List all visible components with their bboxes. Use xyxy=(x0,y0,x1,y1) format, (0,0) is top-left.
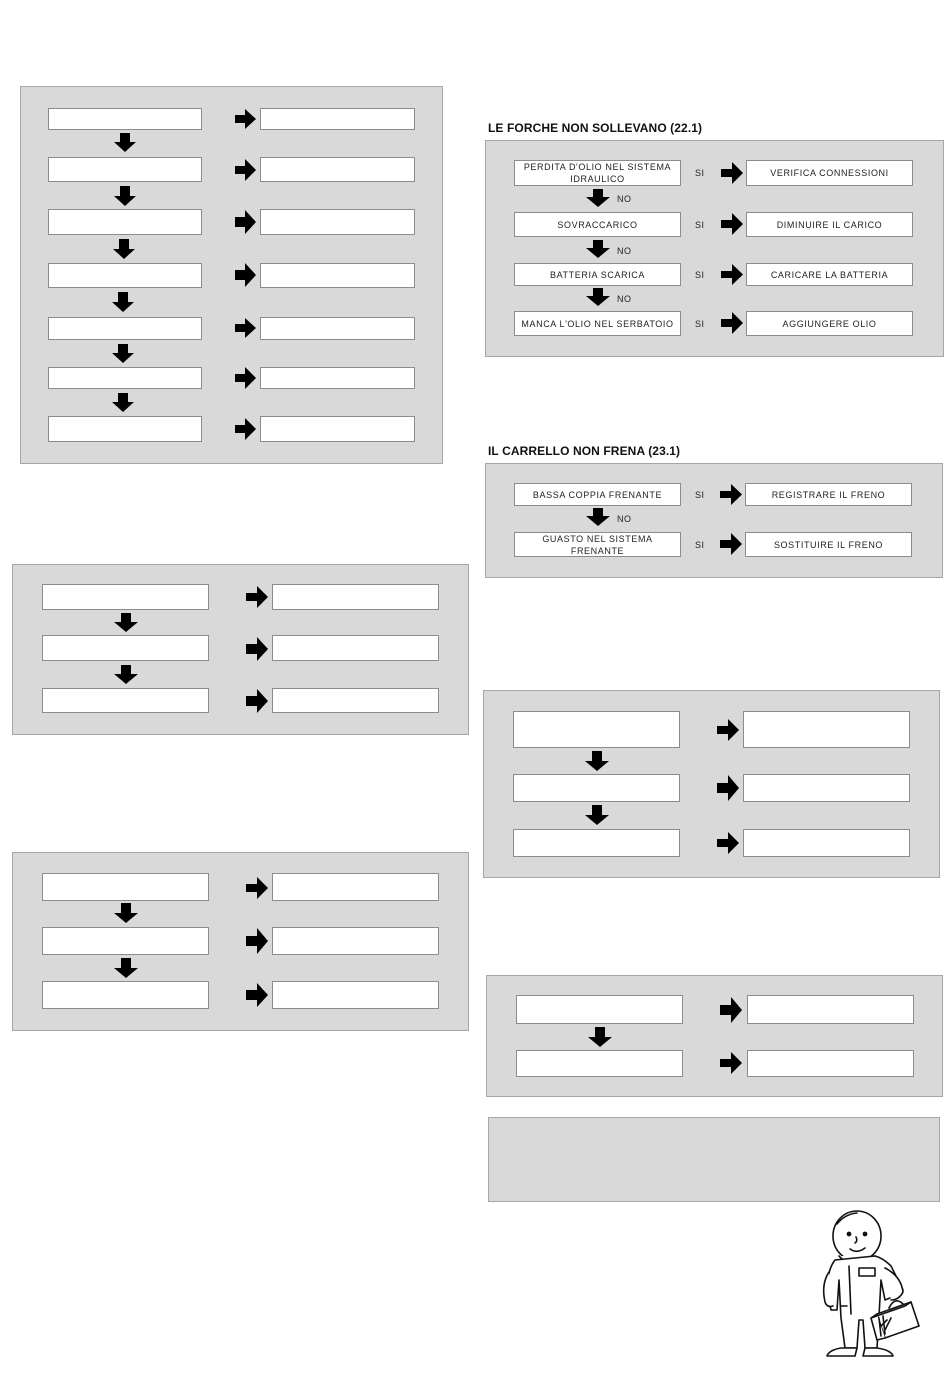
arrow-down-icon xyxy=(586,189,610,207)
arrow-down-icon xyxy=(112,344,134,363)
arrow-right-icon xyxy=(720,533,742,555)
action-box xyxy=(260,317,415,340)
cause-box xyxy=(42,688,209,713)
cause-box xyxy=(516,1050,683,1077)
cause-box xyxy=(42,635,209,661)
arrow-down-icon xyxy=(114,186,136,206)
arrow-down-icon xyxy=(586,508,610,526)
action-box xyxy=(260,263,415,288)
action-box: DIMINUIRE IL CARICO xyxy=(746,212,913,237)
action-box: AGGIUNGERE OLIO xyxy=(746,311,913,336)
no-label: NO xyxy=(617,294,632,304)
arrow-right-icon xyxy=(235,418,256,440)
arrow-right-icon xyxy=(235,367,256,389)
arrow-right-icon xyxy=(235,109,256,129)
cause-box: MANCA L'OLIO NEL SERBATOIO xyxy=(514,311,681,336)
arrow-right-icon xyxy=(235,210,256,234)
arrow-right-icon xyxy=(246,877,268,899)
action-box: CARICARE LA BATTERIA xyxy=(746,263,913,286)
action-box: REGISTRARE IL FRENO xyxy=(745,483,912,506)
arrow-right-icon xyxy=(246,637,268,661)
no-label: NO xyxy=(617,246,632,256)
arrow-down-icon xyxy=(114,613,138,632)
action-box xyxy=(260,157,415,182)
action-box xyxy=(260,416,415,442)
arrow-down-icon xyxy=(586,240,610,258)
arrow-right-icon xyxy=(717,832,739,854)
arrow-down-icon xyxy=(585,751,609,771)
arrow-right-icon xyxy=(246,689,268,713)
yes-label: SI xyxy=(695,168,705,178)
action-box xyxy=(743,829,910,857)
arrow-right-icon xyxy=(246,983,268,1007)
cause-box: SOVRACCARICO xyxy=(514,212,681,237)
cause-box: PERDITA D'OLIO NEL SISTEMA IDRAULICO xyxy=(514,160,681,186)
arrow-right-icon xyxy=(721,162,743,184)
note-panel-empty xyxy=(488,1117,940,1202)
arrow-right-icon xyxy=(235,318,256,338)
section-title-brakes: IL CARRELLO NON FRENA (23.1) xyxy=(488,444,681,458)
action-box: VERIFICA CONNESSIONI xyxy=(746,160,913,186)
mechanic-with-toolbox-icon xyxy=(815,1210,925,1360)
arrow-right-icon xyxy=(717,775,739,801)
action-box xyxy=(743,711,910,748)
action-box: SOSTITUIRE IL FRENO xyxy=(745,532,912,557)
action-box xyxy=(747,995,914,1024)
cause-box xyxy=(513,829,680,857)
cause-box xyxy=(48,317,202,340)
arrow-down-icon xyxy=(586,288,610,306)
arrow-right-icon xyxy=(720,1052,742,1074)
yes-label: SI xyxy=(695,270,705,280)
flowchart-panel-empty-5 xyxy=(486,975,943,1097)
arrow-down-icon xyxy=(585,805,609,825)
arrow-down-icon xyxy=(114,903,138,923)
cause-box xyxy=(48,367,202,389)
cause-box xyxy=(48,416,202,442)
arrow-down-icon xyxy=(112,292,134,312)
arrow-right-icon xyxy=(720,484,742,505)
yes-label: SI xyxy=(695,490,705,500)
action-box xyxy=(272,688,439,713)
arrow-down-icon xyxy=(588,1027,612,1047)
action-box xyxy=(272,927,439,955)
no-label: NO xyxy=(617,194,632,204)
arrow-right-icon xyxy=(246,586,268,608)
action-box xyxy=(260,209,415,235)
no-label: NO xyxy=(617,514,632,524)
yes-label: SI xyxy=(695,540,705,550)
action-box xyxy=(272,635,439,661)
arrow-down-icon xyxy=(112,393,134,412)
arrow-down-icon xyxy=(114,133,136,152)
flowchart-panel-brakes xyxy=(485,463,943,578)
cause-box: BATTERIA SCARICA xyxy=(514,263,681,286)
arrow-right-icon xyxy=(720,997,742,1023)
section-title-forks: LE FORCHE NON SOLLEVANO (22.1) xyxy=(488,121,703,135)
arrow-right-icon xyxy=(721,264,743,285)
cause-box xyxy=(42,981,209,1009)
cause-box: GUASTO NEL SISTEMA FRENANTE xyxy=(514,532,681,557)
cause-box xyxy=(516,995,683,1024)
action-box xyxy=(272,873,439,901)
cause-box xyxy=(42,584,209,610)
action-box xyxy=(260,367,415,389)
arrow-right-icon xyxy=(721,213,743,235)
action-box xyxy=(747,1050,914,1077)
arrow-down-icon xyxy=(114,665,138,684)
action-box xyxy=(743,774,910,802)
cause-box xyxy=(513,711,680,748)
action-box xyxy=(260,108,415,130)
cause-box xyxy=(48,263,202,288)
yes-label: SI xyxy=(695,319,705,329)
arrow-right-icon xyxy=(246,928,268,954)
arrow-right-icon xyxy=(235,159,256,181)
cause-box xyxy=(42,873,209,901)
arrow-right-icon xyxy=(717,719,739,741)
cause-box xyxy=(513,774,680,802)
cause-box xyxy=(42,927,209,955)
cause-box xyxy=(48,108,202,130)
arrow-right-icon xyxy=(721,312,743,334)
cause-box xyxy=(48,209,202,235)
cause-box: BASSA COPPIA FRENANTE xyxy=(514,483,681,506)
cause-box xyxy=(48,157,202,182)
action-box xyxy=(272,981,439,1009)
arrow-down-icon xyxy=(113,239,135,259)
arrow-down-icon xyxy=(114,958,138,978)
arrow-right-icon xyxy=(235,263,256,287)
yes-label: SI xyxy=(695,220,705,230)
action-box xyxy=(272,584,439,610)
